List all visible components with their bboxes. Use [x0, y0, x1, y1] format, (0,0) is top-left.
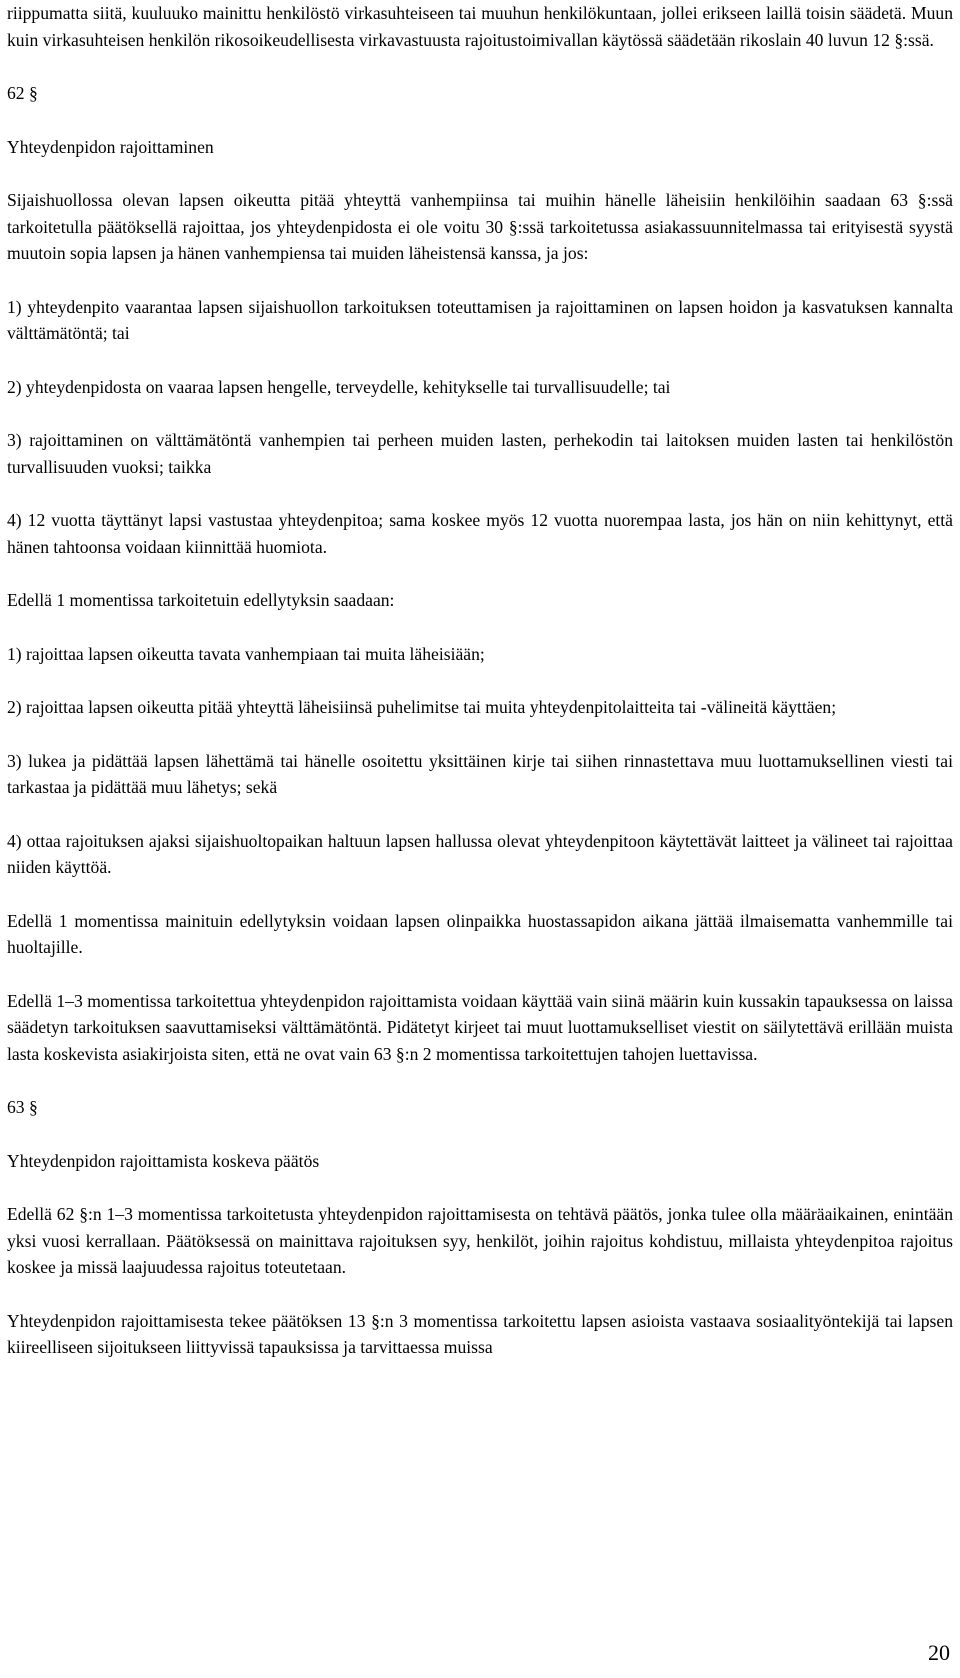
document-page	[7, 0, 953, 1361]
section-number-63: 63 §	[7, 1097, 38, 1117]
list-item-62-m2-4: 4) ottaa rajoituksen ajaksi sijaishuoltopaikan haltuun lapsen hallussa olevat yhteydenpitoon käytettävät laitteet ja välineet tai rajoittaa niiden käyttöä.	[7, 830, 953, 877]
paragraph-63-moment1: Edellä 62 §:n 1–3 momentissa tarkoitetusta yhteydenpidon rajoittamisesta on tehtävä päätös, jonka tulee olla määräaikainen, enintään yksi vuosi kerrallaan. Päätöksessä on mainittava rajoituksen syy, henkilöt, joihin rajoitus kohdistuu, millaista yhteydenpitoa rajoitus koskee ja missä laajuudessa rajoitus toteutetaan.	[7, 1204, 953, 1277]
list-item-62-1: 1) yhteydenpito vaarantaa lapsen sijaishuollon tarkoituksen toteuttamisen ja rajoittaminen on lapsen hoidon ja kasvatuksen kannalta välttämätöntä; tai	[7, 296, 953, 343]
list-item-62-4: 4) 12 vuotta täyttänyt lapsi vastustaa yhteydenpitoa; sama koskee myös 12 vuotta nuorempaa lasta, jos hän on niin kehittynyt, että hänen tahtoonsa voidaan kiinnittää huomiota.	[7, 510, 953, 557]
list-item-62-m2-2: 2) rajoittaa lapsen oikeutta pitää yhteyttä läheisiinsä puhelimitse tai muita yhteydenpitolaitteita tai -välineitä käyttäen;	[7, 697, 837, 717]
section-number-62: 62 §	[7, 83, 38, 103]
list-item-62-3: 3) rajoittaminen on välttämätöntä vanhempien tai perheen muiden lasten, perhekodin tai laitoksen muiden lasten tai henkilöstön turvallisuuden vuoksi; taikka	[7, 430, 953, 477]
list-item-62-m2-1: 1) rajoittaa lapsen oikeutta tavata vanhempiaan tai muita läheisiään;	[7, 643, 485, 664]
section-heading-62: Yhteydenpidon rajoittaminen	[7, 136, 214, 157]
list-item-62-m2-3: 3) lukea ja pidättää lapsen lähettämä tai hänelle osoitettu yksittäinen kirje tai siihen rinnastettava muu luottamuksellinen viesti tai tarkastaa ja pidättää muu lähetys; sekä	[7, 750, 953, 797]
list-item-62-2: 2) yhteydenpidosta on vaaraa lapsen hengelle, terveydelle, kehitykselle tai turvallisuudelle; tai	[7, 376, 671, 397]
paragraph-intro-continuation: riippumatta siitä, kuuluuko mainittu henkilöstö virkasuhteiseen tai muuhun henkilökuntaan, jollei erikseen laillä toisin säädetä. Muun kuin virkasuhteisen henkilön rikosoikeudellisesta virkavastuusta rajoitustoimivallan käytössä säädetään rikoslain 40 luvun 12 §:ssä.	[7, 3, 953, 50]
page-number: 20	[928, 1640, 950, 1665]
paragraph-62-moment3: Edellä 1 momentissa mainituin edellytyksin voidaan lapsen olinpaikka huostassapidon aikana jättää ilmaisematta vanhemmille tai huoltajille.	[7, 910, 953, 957]
section-heading-63: Yhteydenpidon rajoittamista koskeva päätös	[7, 1150, 320, 1171]
paragraph-62-main: Sijaishuollossa olevan lapsen oikeutta pitää yhteyttä vanhempiinsa tai muihin hänelle läheisiin henkilöihin saadaan 63 §:ssä tarkoitetulla päätöksellä rajoittaa, jos yhteydenpidosta ei ole voitu 30 §:ssä tarkoitetussa asiakassuunnitelmassa tai erityisestä syystä muutoin sopia lapsen ja hänen vanhempiensa tai muiden läheistensä kanssa, ja jos:	[7, 190, 953, 263]
paragraph-62-moment2-intro: Edellä 1 momentissa tarkoitetuin edellytyksin saadaan:	[7, 590, 395, 610]
paragraph-63-moment2: Yhteydenpidon rajoittamisesta tekee päätöksen 13 §:n 3 momentissa tarkoitettu lapsen asioista vastaava sosiaalityöntekijä tai lapsen kiireelliseen sijoitukseen liittyvissä tapauksissa ja tarvittaessa muissa	[7, 1310, 953, 1357]
paragraph-62-moment4: Edellä 1–3 momentissa tarkoitettua yhteydenpidon rajoittamista voidaan käyttää vain siinä määrin kuin kussakin tapauksessa on laissa säädetyn tarkoituksen saavuttamiseksi välttämätöntä. Pidätetyt kirjeet tai muut luottamukselliset viestit on säilytettävä erillään muista lasta koskevista asiakirjoista siten, että ne ovat vain 63 §:n 2 momentissa tarkoitettujen tahojen luettavissa.	[7, 990, 953, 1064]
